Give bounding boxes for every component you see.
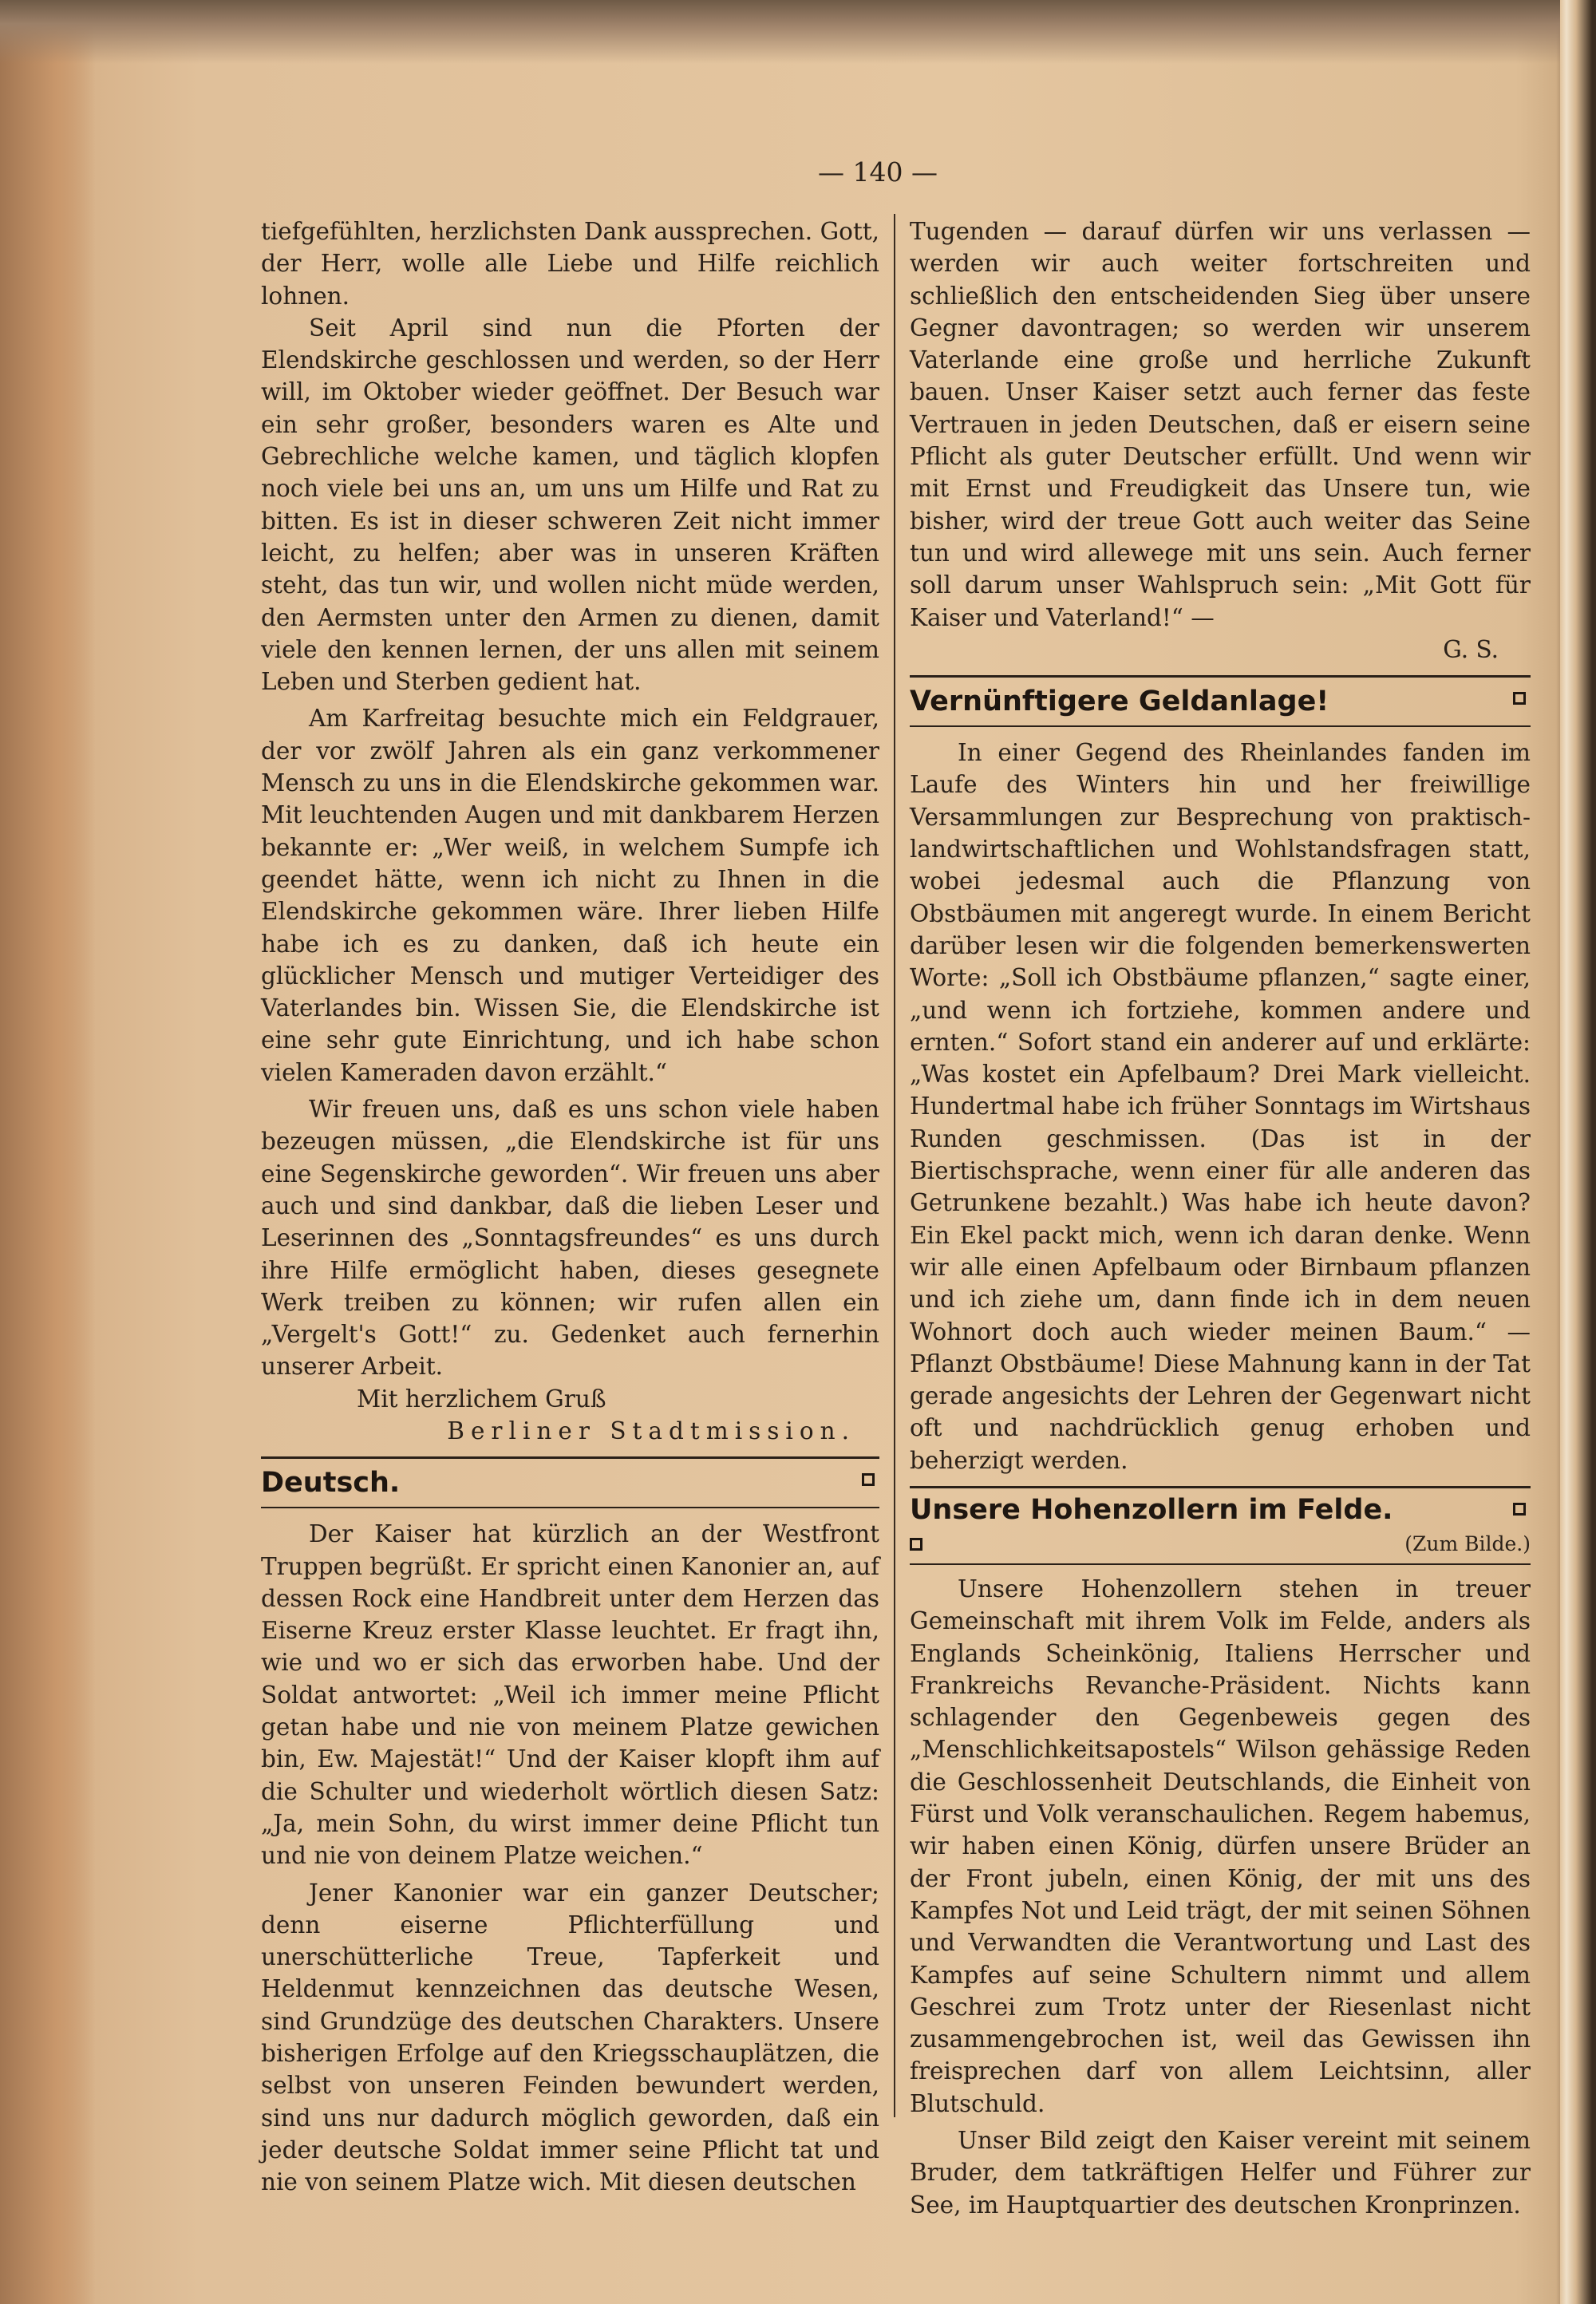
section-header-deutsch <box>261 1459 879 1507</box>
section-title: Unsere Hohenzollern im Felde. <box>910 1493 1393 1526</box>
section-subtitle: (Zum Bilde.) <box>1404 1531 1531 1555</box>
book-spine <box>0 0 96 2304</box>
signature: Berliner Stadtmission. <box>447 1417 855 1444</box>
intro-paragraph-3: Am Karfreitag besuchte mich ein Feldgrauer, der vor zwölf Jahren als ein ganz verkommener Mensch zu uns in die Elendskirche gekommen war. Mit leuchtenden Augen und mit dankbarem Herzen bekannte er: „Wer weiß, in welchem Sumpfe ich geendet hätte, wenn ich nicht zu Ihnen in die Elendskirche gekommen wäre. Ihrer lieben Hilfe habe ich es zu danken, daß ich heute ein glücklicher Mensch und mutiger Verteidiger des Vaterlandes bin. Wissen Sie, die Elendskirche ist eine sehr gute Einrichtung, und ich habe schon vielen Kameraden davon erzählt.“ <box>261 705 879 1086</box>
section-paragraph-1: Der Kaiser hat kürzlich an der Westfront Truppen begrüßt. Er spricht einen Kanonier an, auf dessen Rock eine Handbreit unter dem Herzen das Eiserne Kreuz erster Klasse leuchtet. Er fragt ihn, wie und wo er sich das erworben habe. Und der Soldat antwortet: „Weil ich immer meine Pflicht getan habe und nie von meinem Platze gewichen bin, Ew. Majestät!“ Und der Kaiser klopft ihm auf die Schulter und wiederholt wörtlich diesen Satz: „Ja, mein Sohn, du wirst immer deine Pflicht tun und nie von deinem Platze weichen.“ <box>261 1520 879 1870</box>
continuation-paragraph: Tugenden — darauf dürfen wir uns verlassen — werden wir auch weiter fortschreiten und schließlich den entscheidenden Sieg über unsere Gegner davontragen; so werden wir unserem Vaterlande eine große und herrliche Zukunft bauen. Unser Kaiser setzt auch ferner das feste Vertrauen in jeden Deutschen, daß er eisern seine Pflicht als guter Deutscher erfüllt. Und wenn wir mit Ernst und Freudigkeit das Unsere tun, wie bisher, wird der treue Gott auch weiter das Seine tun und wird allewege mit uns sein. Auch ferner soll darum unser Wahlspruch sein: „Mit Gott für Kaiser und Vaterland!“ — <box>910 218 1531 631</box>
section-rule <box>910 725 1531 727</box>
section-title: Deutsch. <box>261 1467 401 1500</box>
section-paragraph-2: Jener Kanonier war ein ganzer Deutscher; denn eiserne Pflichterfüllung und unerschütterliche Treue, Tapferkeit und Heldenmut kennzeichnen das deutsche Wesen, sind Grundzüge des deutschen Charakters. Unsere bisherigen Erfolge auf den Kriegsschauplätzen, die selbst von unseren Feinden bewundert werden, sind uns nur dadurch möglich geworden, daß ein jeder deutsche Soldat immer seine Pflicht tat und nie von seinem Platze wich. Mit diesen deutschen <box>261 1879 879 2196</box>
section-paragraph-1: Unsere Hohenzollern stehen in treuer Gemeinschaft mit ihrem Volk im Felde, anders als Englands Scheinkönig, Italiens Herrscher und Frankreichs Revanche-Präsident. Nichts kann schlagender den Gegenbeweis gegen des „Menschlichkeitsapostels“ Wilson gehässige Reden die Geschlossenheit Deutschlands, die Einheit von Fürst und Volk veranschaulichen. Regem habemus, wir haben einen König, dürfen unsere Brüder an der Front jubeln, einen König, der mit uns des Kampfes Not und Leid trägt, der mit seinen Söhnen und Verwandten die Verantwortung und Last des Kampfes auf seine Schultern nimmt und allem Geschrei zum Trotz unter der Riesenlast nicht zusammengebrochen ist, weil das Gewissen ihn freisprechen darf von allem Leichtsinn, aller Blutschuld. <box>910 1575 1531 2117</box>
section-subline <box>910 1528 1531 1560</box>
greeting: Mit herzlichem Gruß <box>357 1385 606 1413</box>
square-ornament-icon <box>862 1473 875 1486</box>
section-title: Vernünftigere Geldanlage! <box>910 686 1329 718</box>
square-ornament-icon <box>1513 1503 1526 1516</box>
section-header-hohenzollern <box>910 1488 1531 1528</box>
left-column <box>261 215 879 2199</box>
right-column <box>910 215 1531 2221</box>
column-divider <box>894 214 895 2117</box>
page-number: — 140 — <box>818 156 938 188</box>
page-top-edge <box>0 0 1596 64</box>
section-header-geldanlage <box>910 678 1531 725</box>
intro-paragraph-4: Wir freuen uns, daß es uns schon viele haben bezeugen müssen, „die Elendskirche ist für uns eine Segenskirche geworden“. Wir freuen uns aber auch und sind dankbar, daß die lieben Leser und Leserinnen des „Sonntagsfreundes“ es uns durch ihre Hilfe ermöglicht haben, dieses gesegnete Werk treiben zu können; wir rufen allen ein „Vergelt's Gott!“ zu. Gedenket auch fernerhin unserer Arbeit. <box>261 1096 879 1381</box>
section-rule <box>910 1563 1531 1565</box>
section-paragraph-2: Unser Bild zeigt den Kaiser vereint mit seinem Bruder, dem tatkräftigen Helfer und Führer zur See, im Hauptquartier des deutschen Kronprinzen. <box>910 2127 1531 2219</box>
square-ornament-icon <box>910 1538 922 1551</box>
section-paragraph: In einer Gegend des Rheinlandes fanden im Laufe des Winters hin und her freiwillige Versammlungen zur Besprechung von praktisch-landwirtschaftlichen und Wohlstandsfragen statt, wobei jedesmal auch die Pflanzung von Obstbäumen mit angeregt wurde. In einem Bericht darüber lesen wir die folgenden bemerkenswerten Worte: „Soll ich Obstbäume pflanzen,“ sagte einer, „und wenn ich fortziehe, kommen andere und ernten.“ Sofort stand ein anderer auf und erklärte: „Was kostet ein Apfelbaum? Drei Mark vielleicht. Hundertmal habe ich früher Sonntags im Wirtshaus Runden geschmissen. (Das ist in der Biertischsprache, wenn einer für alle anderen das Getrunkene bezahlt.) Was habe ich heute davon? Ein Ekel packt mich, wenn ich daran denke. Wenn wir alle einen Apfelbaum oder Birnbaum pflanzen und ich ziehe um, dann finde ich in dem neuen Wohnort doch auch wieder meinen Baum.“ — Pflanzt Obstbäume! Diese Mahnung kann in der Tat gerade angesichts der Lehren der Gegenwart nicht oft und nachdrücklich genug erhoben und beherzigt werden. <box>910 739 1531 1474</box>
continuation-signature: G. S. <box>1443 635 1499 663</box>
intro-paragraph-2: Seit April sind nun die Pforten der Elendskirche geschlossen und werden, so der Herr will, im Oktober wieder geöffnet. Der Besuch war ein sehr großer, besonders waren es Alte und Gebrechliche welche kamen, und täglich klopfen noch viele bei uns an, um uns um Hilfe und Rat zu bitten. Es ist in dieser schweren Zeit nicht immer leicht, zu helfen; aber was in unseren Kräften steht, das tun wir, und wollen nicht müde werden, den Aermsten unter den Armen zu dienen, damit viele den kennen lernen, der uns allen mit seinem Leben und Sterben gedient hat. <box>261 314 879 696</box>
page-right-edge <box>1560 0 1596 2304</box>
intro-paragraph-1: tiefgefühlten, herzlichsten Dank aussprechen. Gott, der Herr, wolle alle Liebe und Hilfe reichlich lohnen. <box>261 218 879 310</box>
section-rule <box>261 1507 879 1508</box>
square-ornament-icon <box>1513 692 1526 705</box>
